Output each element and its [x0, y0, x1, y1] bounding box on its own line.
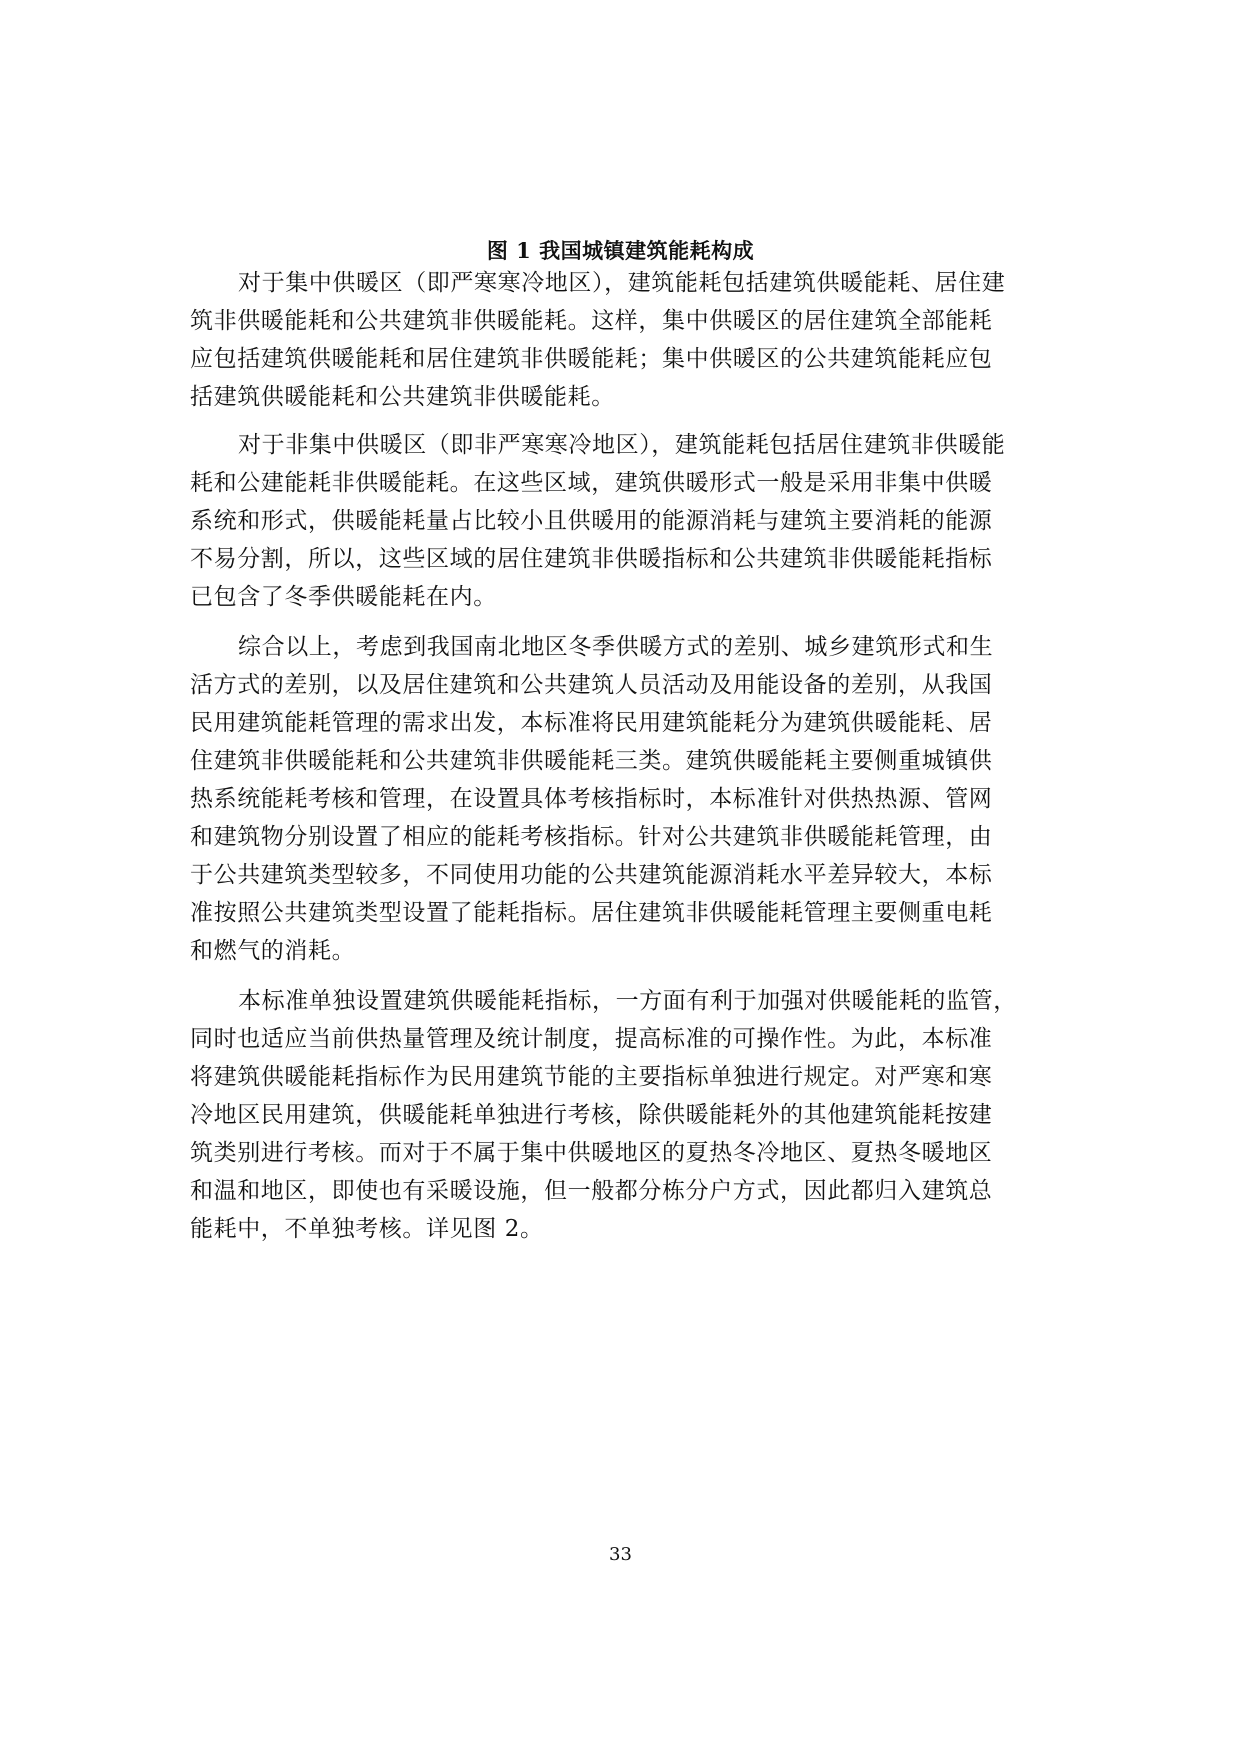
page-number: 33 — [609, 1544, 632, 1565]
paragraph-3-line-5: 热系统能耗考核和管理，在设置具体考核指标时，本标准针对供热热源、管网 — [190, 786, 993, 812]
paragraph-2-line-2: 耗和公建能耗非供暖能耗。在这些区域，建筑供暖形式一般是采用非集中供暖 — [190, 470, 993, 496]
paragraph-2-line-1: 对于非集中供暖区（即非严寒寒冷地区），建筑能耗包括居住建筑非供暖能 — [238, 432, 1006, 458]
paragraph-4-line-3: 将建筑供暖能耗指标作为民用建筑节能的主要指标单独进行规定。对严寒和寒 — [190, 1064, 993, 1090]
paragraph-3-line-8: 准按照公共建筑类型设置了能耗指标。居住建筑非供暖能耗管理主要侧重电耗 — [190, 900, 993, 926]
paragraph-1-line-2: 筑非供暖能耗和公共建筑非供暖能耗。这样，集中供暖区的居住建筑全部能耗 — [190, 308, 993, 334]
paragraph-4-line-1: 本标准单独设置建筑供暖能耗指标，一方面有利于加强对供暖能耗的监管， — [238, 988, 1017, 1014]
paragraph-1-line-4: 括建筑供暖能耗和公共建筑非供暖能耗。 — [190, 384, 615, 410]
paragraph-4-line-2: 同时也适应当前供热量管理及统计制度，提高标准的可操作性。为此，本标准 — [190, 1026, 993, 1052]
paragraph-1-line-3: 应包括建筑供暖能耗和居住建筑非供暖能耗；集中供暖区的公共建筑能耗应包 — [190, 346, 993, 372]
paragraph-1-line-1: 对于集中供暖区（即严寒寒冷地区），建筑能耗包括建筑供暖能耗、居住建 — [238, 270, 1006, 296]
paragraph-4-line-5: 筑类别进行考核。而对于不属于集中供暖地区的夏热冬冷地区、夏热冬暖地区 — [190, 1140, 993, 1166]
paragraph-4-line-7: 能耗中，不单独考核。详见图 2。 — [190, 1216, 544, 1242]
paragraph-3-line-6: 和建筑物分别设置了相应的能耗考核指标。针对公共建筑非供暖能耗管理，由 — [190, 824, 993, 850]
paragraph-4-line-6: 和温和地区，即使也有采暖设施，但一般都分栋分户方式，因此都归入建筑总 — [190, 1178, 993, 1204]
paragraph-3-line-9: 和燃气的消耗。 — [190, 938, 356, 964]
paragraph-2-line-3: 系统和形式，供暖能耗量占比较小且供暖用的能源消耗与建筑主要消耗的能源 — [190, 508, 993, 534]
paragraph-3-line-2: 活方式的差别，以及居住建筑和公共建筑人员活动及用能设备的差别，从我国 — [190, 672, 993, 698]
figure-caption: 图 1 我国城镇建筑能耗构成 — [486, 238, 755, 263]
paragraph-2-line-4: 不易分割，所以，这些区域的居住建筑非供暖指标和公共建筑非供暖能耗指标 — [190, 546, 993, 572]
paragraph-2-line-5: 已包含了冬季供暖能耗在内。 — [190, 584, 497, 610]
paragraph-3-line-7: 于公共建筑类型较多，不同使用功能的公共建筑能源消耗水平差异较大，本标 — [190, 862, 993, 888]
paragraph-3-line-4: 住建筑非供暖能耗和公共建筑非供暖能耗三类。建筑供暖能耗主要侧重城镇供 — [190, 748, 993, 774]
paragraph-3-line-3: 民用建筑能耗管理的需求出发，本标准将民用建筑能耗分为建筑供暖能耗、居 — [190, 710, 993, 736]
paragraph-3-line-1: 综合以上，考虑到我国南北地区冬季供暖方式的差别、城乡建筑形式和生 — [238, 634, 994, 660]
paragraph-4-line-4: 冷地区民用建筑，供暖能耗单独进行考核，除供暖能耗外的其他建筑能耗按建 — [190, 1102, 993, 1128]
